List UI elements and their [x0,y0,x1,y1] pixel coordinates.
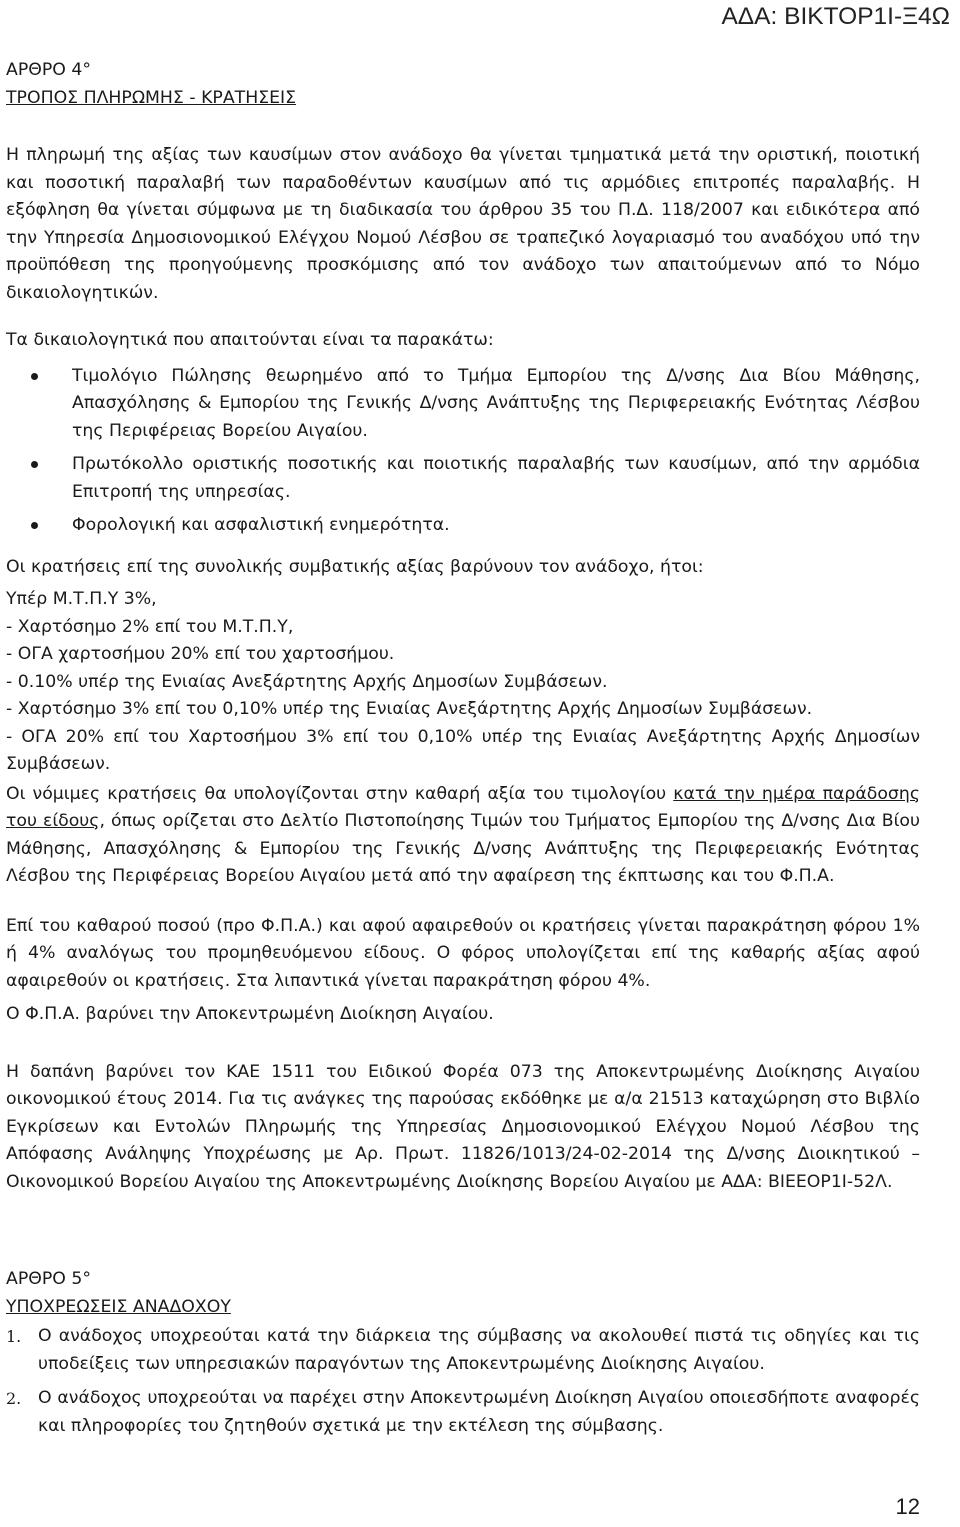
deduction-item: - ΟΓΑ 20% επί του Χαρτοσήμου 3% επί του 0,10% υπέρ της Ενιαίας Ανεξάρτητης Αρχής Δημοσίων Συμβάσεων. [6,726,920,774]
list-item: 2. Ο ανάδοχος υποχρεούται να παρέχει στην Αποκεντρωμένη Διοίκηση Αιγαίου οποιεσδήποτε αναφορές και πληροφορίες του ζητηθούν σχετικά με την εκτέλεση της σύμβασης. [6,1388,920,1436]
list-item: Πρωτόκολλο οριστικής ποσοτικής και ποιοτικής παραλαβής των καυσίμων, από την αρμόδια Επιτροπή της υπηρεσίας. [6,451,920,506]
bullet-icon [31,373,38,380]
deductions-intro: Οι κρατήσεις επί της συνολικής συμβατικής αξίας βαρύνουν τον ανάδοχο, ήτοι: [6,556,704,577]
article-5-subtitle: ΥΠΟΧΡΕΩΣΕΙΣ ΑΝΑΔΟΧΟΥ [6,1296,231,1317]
bullet-icon [31,461,38,468]
document-page [6,57,920,1447]
list-item: Φορολογική και ασφαλιστική ενημερότητα. [6,512,920,540]
list-item: 1. Ο ανάδοχος υποχρεούται κατά την διάρκεια της σύμβασης να ακολουθεί πιστά τις οδηγίες και τις υποδείξεις των υπηρεσιακών παραγόντων της Αποκεντρωμένης Διοίκησης Αιγαίου. [6,1326,920,1374]
article-4-title: ΑΡΘΡΟ 4° [6,60,91,80]
payment-paragraph: Η πληρωμή της αξίας των καυσίμων στον ανάδοχο θα γίνεται τμηματικά μετά την οριστική, ποιοτική και ποσοτική παραλαβή των παραδοθέντων καυσίμων από τις αρμόδιες επιτροπές παραλαβής. Η εξόφληση θα γίνεται σύμφωνα με τη διαδικασία του άρθρου 35 του Π.Δ. 118/2007 και ειδικότερα από την Υπηρεσία Δημοσιονομικού Ελέγχου Νομού Λέσβου σε τραπεζικό λογαριασμό του αναδόχου υπό την προϋπόθεση της προηγούμενης προσκόμισης από τον ανάδοχο των απαιτούμενων από το Νόμο δικαιολογητικών. [6,145,920,303]
page-number: 12 [895,1494,920,1519]
article-5-title: ΑΡΘΡΟ 5° [6,1269,91,1289]
deduction-item: - ΟΓΑ χαρτοσήμου 20% επί του χαρτοσήμου. [6,644,395,664]
documents-list [6,363,920,540]
article-4-subtitle: ΤΡΟΠΟΣ ΠΛΗΡΩΜΗΣ - ΚΡΑΤΗΣΕΙΣ [6,87,297,108]
expense-paragraph: Η δαπάνη βαρύνει τον ΚΑΕ 1511 του Ειδικού Φορέα 073 της Αποκεντρωμένης Διοίκησης Αιγαίου οικονομικού έτους 2014. Για τις ανάγκες της παρούσας εκδόθηκε με α/α 21513 καταχώρηση στο Βιβλίο Εγκρίσεων και Εντολών Πληρωμής της Υπηρεσίας Δημοσιονομικού Ελέγχου Νομού Λέσβου της Απόφασης Ανάληψης Υποχρέωσης με Αρ. Πρωτ. 11826/1013/24-02-2014 της Δ/νσης Διοικητικού – Οικονομικού Βορείου Αιγαίου της Αποκεντρωμένης Διοίκησης Βορείου Αιγαίου με ΑΔΑ: ΒΙΕΕΟΡ1Ι-52Λ. [6,1061,920,1192]
tax-withholding-paragraph: Επί του καθαρού ποσού (προ Φ.Π.Α.) και αφού αφαιρεθούν οι κρατήσεις γίνεται παρακράτηση φόρου 1% ή 4% αναλόγως του προμηθευόμενου είδους. Ο φόρος υπολογίζεται επί της καθαρής αξίας αφού αφαιρεθούν οι κρατήσεις. Στα λιπαντικά γίνεται παρακράτηση φόρου 4%. [6,915,920,991]
deduction-item: - Χαρτόσημο 2% επί του Μ.Τ.Π.Υ, [6,616,294,637]
deduction-item: - Χαρτόσημο 3% επί του 0,10% υπέρ της Ενιαίας Ανεξάρτητης Αρχής Δημοσίων Συμβάσεων. [6,699,813,719]
documents-intro: Τα δικαιολογητικά που απαιτούνται είναι τα παρακάτω: [6,330,494,350]
ada-code: ΑΔΑ: ΒΙΚΤΟΡ1Ι-Ξ4Ω [721,3,950,30]
vat-paragraph: Ο Φ.Π.Α. βαρύνει την Αποκεντρωμένη Διοίκηση Αιγαίου. [6,1004,494,1024]
deduction-item: Υπέρ Μ.Τ.Π.Υ 3%, [6,589,157,609]
deduction-item: - 0.10% υπέρ της Ενιαίας Ανεξάρτητης Αρχής Δημοσίων Συμβάσεων. [6,671,608,692]
legal-deductions-paragraph: Οι νόμιμες κρατήσεις θα υπολογίζονται στην καθαρή αξία του τιμολογίου κατά την ημέρα παράδοσης του είδους, όπως ορίζεται στο Δελτίο Πιστοποίησης Τιμών του Τμήματος Εμπορίου της Δ/νσης Δια Βίου Μάθησης, Απασχόλησης & Εμπορίου της Γενικής Δ/νσης Ανάπτυξης της Περιφερειακής Ενότητας Λέσβου της Περιφέρειας Βορείου Αιγαίου μετά από την αφαίρεση της έκπτωσης και του Φ.Π.Α. [6,783,920,886]
obligations-list [6,1323,920,1440]
list-item: Τιμολόγιο Πώλησης θεωρημένο από το Τμήμα Εμπορίου της Δ/νσης Δια Βίου Μάθησης, Απασχόλησης & Εμπορίου της Γενικής Δ/νσης Ανάπτυξης της Περιφερειακής Ενότητας Λέσβου της Περιφέρειας Βορείου Αιγαίου. [6,363,920,446]
deductions-list [6,586,920,779]
bullet-icon [31,522,38,529]
